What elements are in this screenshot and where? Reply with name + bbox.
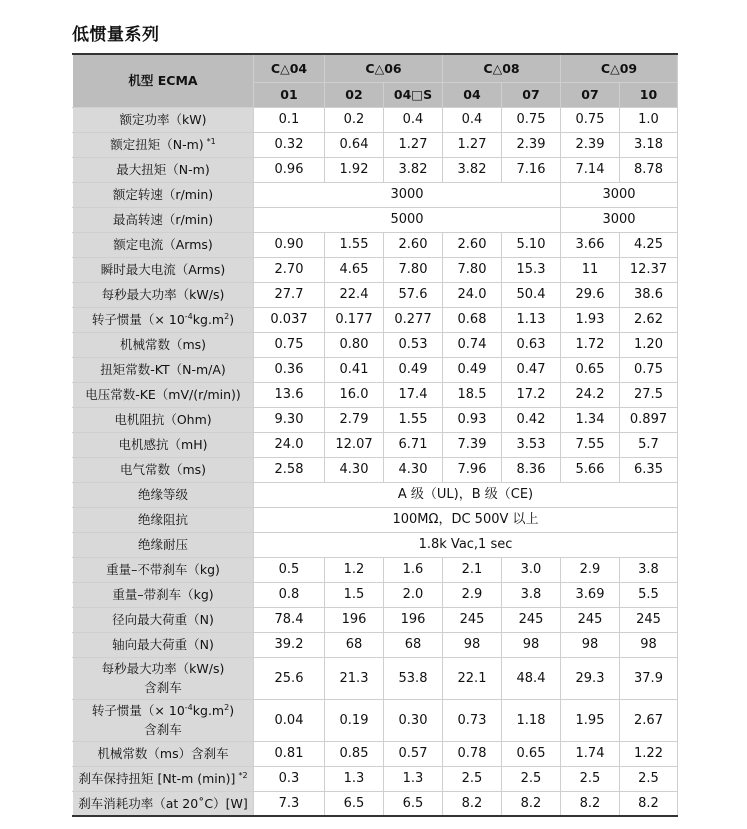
value-cell: 0.3 — [254, 766, 325, 791]
table-row — [73, 207, 678, 232]
table-row — [73, 257, 678, 282]
table-row — [73, 699, 678, 741]
value-cell: 1.95 — [561, 699, 620, 741]
value-cell: 8.2 — [620, 791, 678, 816]
value-cell: 17.2 — [502, 382, 561, 407]
value-cell: 24.2 — [561, 382, 620, 407]
value-cell: 27.5 — [620, 382, 678, 407]
value-cell: 3.69 — [561, 582, 620, 607]
footnote-marker: *2 — [238, 770, 248, 780]
value-cell: 0.177 — [325, 307, 384, 332]
value-cell: 2.79 — [325, 407, 384, 432]
table-row — [73, 332, 678, 357]
value-cell: 9.30 — [254, 407, 325, 432]
row-label: 绝缘耐压 — [73, 532, 254, 557]
table-row — [73, 182, 678, 207]
value-cell: 12.07 — [325, 432, 384, 457]
value-cell: 0.30 — [384, 699, 443, 741]
value-cell: 1.72 — [561, 332, 620, 357]
value-cell: 98 — [561, 632, 620, 657]
value-cell: 0.4 — [443, 107, 502, 132]
value-cell: 0.47 — [502, 357, 561, 382]
row-label: 机械常数（ms）含刹车 — [73, 741, 254, 766]
row-label: 轴向最大荷重（N) — [73, 632, 254, 657]
value-cell: 4.30 — [325, 457, 384, 482]
table-row — [73, 632, 678, 657]
value-cell: 68 — [384, 632, 443, 657]
value-cell: 245 — [561, 607, 620, 632]
value-cell: 0.5 — [254, 557, 325, 582]
value-cell: 8.2 — [561, 791, 620, 816]
row-label: 重量–不带刹车（kg) — [73, 557, 254, 582]
value-cell: 16.0 — [325, 382, 384, 407]
value-cell: 0.73 — [443, 699, 502, 741]
value-cell: 17.4 — [384, 382, 443, 407]
value-cell: 0.85 — [325, 741, 384, 766]
value-cell: 2.5 — [443, 766, 502, 791]
value-cell: 3.0 — [502, 557, 561, 582]
value-cell: 7.55 — [561, 432, 620, 457]
value-cell: 18.5 — [443, 382, 502, 407]
value-cell: 37.9 — [620, 657, 678, 699]
value-cell: 5.10 — [502, 232, 561, 257]
table-row — [73, 766, 678, 791]
model-subheader: 07 — [561, 82, 620, 107]
value-cell: 0.57 — [384, 741, 443, 766]
table-row — [73, 457, 678, 482]
value-cell: 3.66 — [561, 232, 620, 257]
row-label: 每秒最大功率（kW/s) 含刹车 — [73, 657, 254, 699]
table-row — [73, 132, 678, 157]
group-header: C△04 — [254, 54, 325, 82]
table-row — [73, 791, 678, 816]
value-cell: 1.0 — [620, 107, 678, 132]
row-label: 电机感抗（mH) — [73, 432, 254, 457]
value-cell: 0.75 — [254, 332, 325, 357]
value-cell: 0.75 — [620, 357, 678, 382]
value-cell: 0.36 — [254, 357, 325, 382]
row-label: 瞬时最大电流（Arms) — [73, 257, 254, 282]
row-label: 电机阻抗（Ohm) — [73, 407, 254, 432]
value-cell: 0.41 — [325, 357, 384, 382]
value-cell: 5.66 — [561, 457, 620, 482]
page-title: 低惯量系列 — [72, 25, 160, 45]
value-cell: 1.55 — [384, 407, 443, 432]
table-row — [73, 741, 678, 766]
value-cell: 13.6 — [254, 382, 325, 407]
value-cell: 7.14 — [561, 157, 620, 182]
value-cell: 0.68 — [443, 307, 502, 332]
value-cell: 6.35 — [620, 457, 678, 482]
value-cell: 2.62 — [620, 307, 678, 332]
value-cell: 22.1 — [443, 657, 502, 699]
row-label: 绝缘阻抗 — [73, 507, 254, 532]
value-cell: 0.80 — [325, 332, 384, 357]
model-subheader: 07 — [502, 82, 561, 107]
value-cell: 11 — [561, 257, 620, 282]
value-cell: 57.6 — [384, 282, 443, 307]
model-subheader: 10 — [620, 82, 678, 107]
value-cell: 6.5 — [384, 791, 443, 816]
value-cell: 0.64 — [325, 132, 384, 157]
value-cell: 48.4 — [502, 657, 561, 699]
model-subheader: 01 — [254, 82, 325, 107]
value-cell: 98 — [502, 632, 561, 657]
table-row — [73, 582, 678, 607]
table-row — [73, 432, 678, 457]
value-cell: 0.81 — [254, 741, 325, 766]
row-label: 电气常数（ms) — [73, 457, 254, 482]
value-cell: 8.78 — [620, 157, 678, 182]
row-label: 最大扭矩（N-m) — [73, 157, 254, 182]
row-label: 额定转速（r/min) — [73, 182, 254, 207]
table-row — [73, 382, 678, 407]
value-cell: 0.49 — [384, 357, 443, 382]
spec-table — [72, 53, 678, 817]
value-cell: 1.27 — [384, 132, 443, 157]
value-cell: 0.42 — [502, 407, 561, 432]
table-row — [73, 307, 678, 332]
value-cell: 3.82 — [384, 157, 443, 182]
table-row — [73, 357, 678, 382]
value-cell: 4.65 — [325, 257, 384, 282]
value-cell: 7.39 — [443, 432, 502, 457]
row-label: 扭矩常数-KT（N-m/A) — [73, 357, 254, 382]
merged-value-cell: A 级（UL)，B 级（CE) — [254, 482, 678, 507]
value-cell: 2.58 — [254, 457, 325, 482]
value-cell: 1.20 — [620, 332, 678, 357]
row-label: 转子惯量（× $10^{-4}kg.m^2$) — [73, 307, 254, 332]
value-cell: 5.5 — [620, 582, 678, 607]
value-cell: 25.6 — [254, 657, 325, 699]
value-cell: 1.5 — [325, 582, 384, 607]
value-cell: 4.30 — [384, 457, 443, 482]
value-cell: 2.39 — [502, 132, 561, 157]
value-cell: 0.65 — [502, 741, 561, 766]
value-cell: 8.36 — [502, 457, 561, 482]
table-row — [73, 407, 678, 432]
value-cell: 27.7 — [254, 282, 325, 307]
value-cell: 1.18 — [502, 699, 561, 741]
table-row — [73, 607, 678, 632]
merged-value-cell: 5000 — [254, 207, 561, 232]
value-cell: 50.4 — [502, 282, 561, 307]
row-label: 绝缘等级 — [73, 482, 254, 507]
value-cell: 0.74 — [443, 332, 502, 357]
row-label: 额定电流（Arms) — [73, 232, 254, 257]
value-cell: 2.67 — [620, 699, 678, 741]
value-cell: 1.13 — [502, 307, 561, 332]
value-cell: 29.6 — [561, 282, 620, 307]
row-label: 转子惯量（× $10^{-4}kg.m^2$) 含刹车 — [73, 699, 254, 741]
row-label: 机械常数（ms) — [73, 332, 254, 357]
group-header: C△06 — [325, 54, 443, 82]
value-cell: 53.8 — [384, 657, 443, 699]
value-cell: 2.0 — [384, 582, 443, 607]
value-cell: 39.2 — [254, 632, 325, 657]
table-row — [73, 232, 678, 257]
value-cell: 0.277 — [384, 307, 443, 332]
value-cell: 1.34 — [561, 407, 620, 432]
value-cell: 8.2 — [443, 791, 502, 816]
value-cell: 0.75 — [561, 107, 620, 132]
value-cell: 6.5 — [325, 791, 384, 816]
merged-value-cell: 1.8k Vac,1 sec — [254, 532, 678, 557]
merged-value-cell: 3000 — [561, 182, 678, 207]
value-cell: 0.897 — [620, 407, 678, 432]
value-cell: 98 — [620, 632, 678, 657]
value-cell: 245 — [502, 607, 561, 632]
value-cell: 0.96 — [254, 157, 325, 182]
value-cell: 1.27 — [443, 132, 502, 157]
value-cell: 3.82 — [443, 157, 502, 182]
model-subheader: 02 — [325, 82, 384, 107]
value-cell: 0.037 — [254, 307, 325, 332]
value-cell: 2.60 — [384, 232, 443, 257]
value-cell: 2.5 — [502, 766, 561, 791]
value-cell: 12.37 — [620, 257, 678, 282]
value-cell: 21.3 — [325, 657, 384, 699]
value-cell: 2.39 — [561, 132, 620, 157]
table-row — [73, 157, 678, 182]
value-cell: 2.5 — [561, 766, 620, 791]
value-cell: 2.9 — [443, 582, 502, 607]
value-cell: 15.3 — [502, 257, 561, 282]
value-cell: 0.8 — [254, 582, 325, 607]
value-cell: 4.25 — [620, 232, 678, 257]
value-cell: 3.53 — [502, 432, 561, 457]
model-subheader: 04 — [443, 82, 502, 107]
value-cell: 196 — [325, 607, 384, 632]
value-cell: 7.80 — [384, 257, 443, 282]
value-cell: 1.3 — [384, 766, 443, 791]
value-cell: 196 — [384, 607, 443, 632]
value-cell: 0.04 — [254, 699, 325, 741]
table-row — [73, 482, 678, 507]
value-cell: 3.8 — [620, 557, 678, 582]
value-cell: 24.0 — [254, 432, 325, 457]
value-cell: 3.8 — [502, 582, 561, 607]
value-cell: 0.53 — [384, 332, 443, 357]
value-cell: 245 — [443, 607, 502, 632]
value-cell: 7.16 — [502, 157, 561, 182]
value-cell: 1.92 — [325, 157, 384, 182]
value-cell: 78.4 — [254, 607, 325, 632]
table-row — [73, 657, 678, 699]
value-cell: 2.60 — [443, 232, 502, 257]
footnote-marker: *1 — [206, 136, 216, 146]
value-cell: 7.96 — [443, 457, 502, 482]
value-cell: 2.70 — [254, 257, 325, 282]
value-cell: 1.2 — [325, 557, 384, 582]
value-cell: 8.2 — [502, 791, 561, 816]
value-cell: 24.0 — [443, 282, 502, 307]
merged-value-cell: 100MΩ，DC 500V 以上 — [254, 507, 678, 532]
value-cell: 2.1 — [443, 557, 502, 582]
value-cell: 68 — [325, 632, 384, 657]
value-cell: 2.5 — [620, 766, 678, 791]
value-cell: 0.19 — [325, 699, 384, 741]
model-header: 机型 ECMA — [73, 54, 254, 107]
value-cell: 1.93 — [561, 307, 620, 332]
value-cell: 245 — [620, 607, 678, 632]
group-header: C△08 — [443, 54, 561, 82]
value-cell: 0.4 — [384, 107, 443, 132]
row-label: 刹车保持扭矩 [Nt-m (min)] $^{*2}$ — [73, 766, 254, 791]
value-cell: 22.4 — [325, 282, 384, 307]
value-cell: 6.71 — [384, 432, 443, 457]
merged-value-cell: 3000 — [254, 182, 561, 207]
value-cell: 29.3 — [561, 657, 620, 699]
merged-value-cell: 3000 — [561, 207, 678, 232]
value-cell: 1.74 — [561, 741, 620, 766]
value-cell: 0.75 — [502, 107, 561, 132]
table-row — [73, 557, 678, 582]
value-cell: 0.63 — [502, 332, 561, 357]
row-label: 额定功率（kW) — [73, 107, 254, 132]
row-label: 最高转速（r/min) — [73, 207, 254, 232]
value-cell: 0.32 — [254, 132, 325, 157]
value-cell: 2.9 — [561, 557, 620, 582]
table-row — [73, 532, 678, 557]
value-cell: 0.78 — [443, 741, 502, 766]
value-cell: 7.3 — [254, 791, 325, 816]
value-cell: 0.93 — [443, 407, 502, 432]
value-cell: 1.6 — [384, 557, 443, 582]
value-cell: 0.65 — [561, 357, 620, 382]
row-label: 刹车消耗功率（at 20˚C）[W] — [73, 791, 254, 816]
value-cell: 7.80 — [443, 257, 502, 282]
value-cell: 0.90 — [254, 232, 325, 257]
row-label: 额定扭矩（N-m) $^{*1}$ — [73, 132, 254, 157]
value-cell: 5.7 — [620, 432, 678, 457]
value-cell: 0.2 — [325, 107, 384, 132]
row-label: 径向最大荷重（N) — [73, 607, 254, 632]
table-row — [73, 507, 678, 532]
value-cell: 98 — [443, 632, 502, 657]
table-row — [73, 107, 678, 132]
row-label: 每秒最大功率（kW/s) — [73, 282, 254, 307]
value-cell: 3.18 — [620, 132, 678, 157]
value-cell: 0.49 — [443, 357, 502, 382]
model-subheader: 04□S — [384, 82, 443, 107]
row-label: 电压常数-KE（mV/(r/min)) — [73, 382, 254, 407]
value-cell: 0.1 — [254, 107, 325, 132]
value-cell: 1.3 — [325, 766, 384, 791]
value-cell: 1.22 — [620, 741, 678, 766]
row-label: 重量–带刹车（kg) — [73, 582, 254, 607]
table-row — [73, 282, 678, 307]
value-cell: 1.55 — [325, 232, 384, 257]
group-header: C△09 — [561, 54, 678, 82]
value-cell: 38.6 — [620, 282, 678, 307]
